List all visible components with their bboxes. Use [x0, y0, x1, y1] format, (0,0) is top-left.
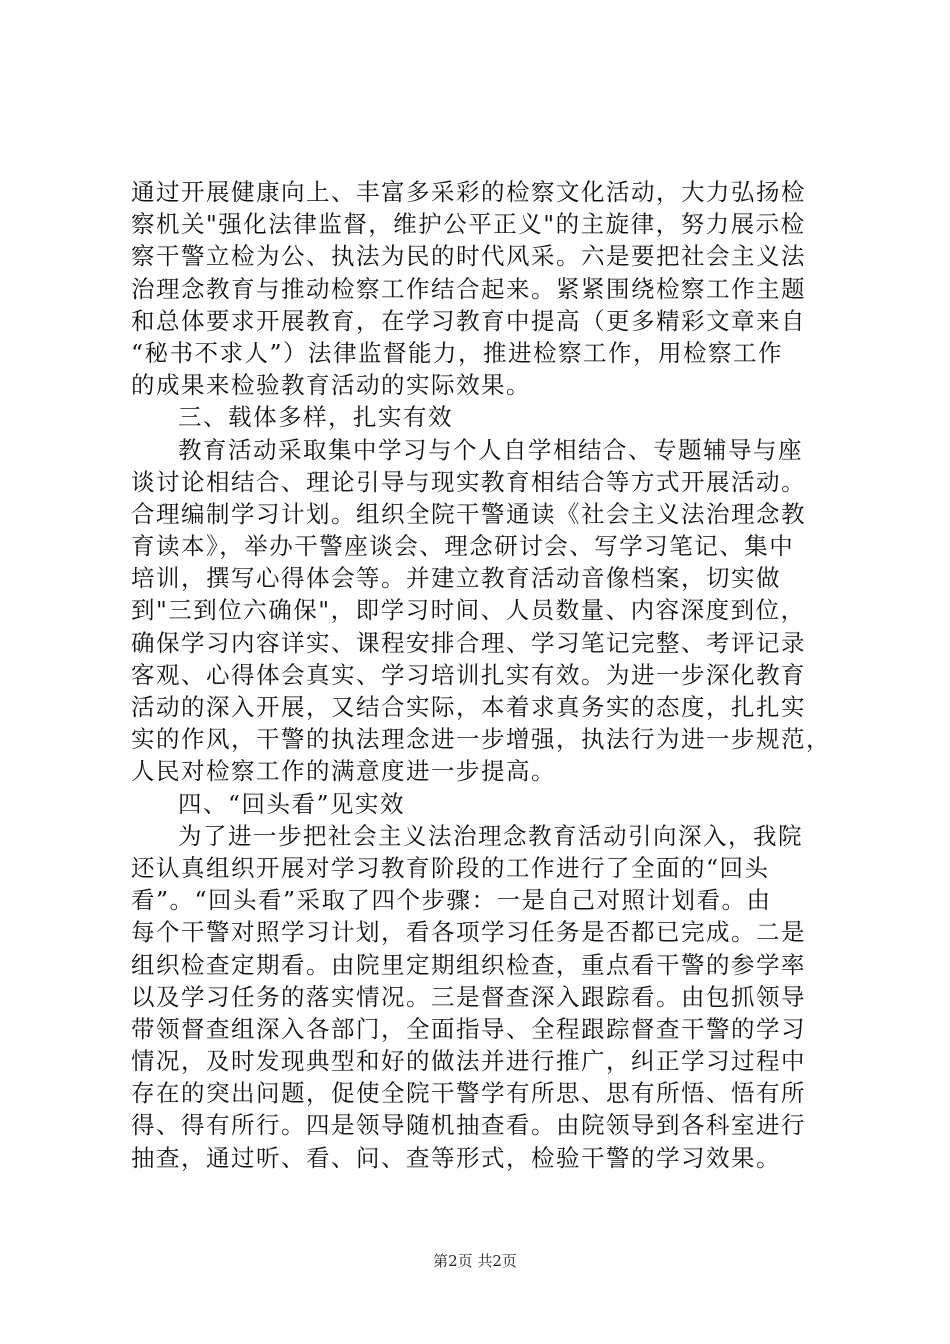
text-line: 的成果来检验教育活动的实际效果。 — [131, 371, 531, 400]
text-line: 三、载体多样，扎实有效 — [178, 403, 453, 432]
text-line: 到"三到位六确保"，即学习时间、人员数量、内容深度到位， — [131, 596, 806, 625]
text-line: 育读本》，举办干警座谈会、理念研讨会、写学习笔记、集中 — [131, 532, 795, 561]
text-line: 存在的突出问题，促使全院干警学有所思、思有所悟、悟有所 — [131, 1079, 806, 1108]
text-line: 得、得有所行。四是领导随机抽查看。由院领导到各科室进行 — [131, 1111, 806, 1140]
text-line: 察机关"强化法律监督，维护公平正义"的主旋律，努力展示检 — [131, 210, 806, 239]
text-line: 抽查，通过听、看、问、查等形式，检验干警的学习效果。 — [131, 1143, 781, 1172]
text-line: 和总体要求开展教育，在学习教育中提高（更多精彩文章来自 — [131, 306, 806, 335]
text-line: 看”。“回头看”采取了四个步骤：一是自己对照计划看。由 — [131, 886, 772, 915]
text-line: 客观、心得体会真实、学习培训扎实有效。为进一步深化教育 — [131, 660, 806, 689]
text-line: 察干警立检为公、执法为民的时代风采。六是要把社会主义法 — [131, 242, 806, 271]
text-line: 每个干警对照学习计划，看各项学习任务是否都已完成。二是 — [131, 918, 806, 947]
text-line: 实的作风，干警的执法理念进一步增强，执法行为进一步规范， — [131, 725, 831, 754]
text-line: 还认真组织开展对学习教育阶段的工作进行了全面的“回头 — [131, 853, 770, 882]
text-line: 活动的深入开展，又结合实际，本着求真务实的态度，扎扎实 — [131, 693, 806, 721]
text-line: 带领督查组深入各部门，全面指导、全程跟踪督查干警的学习 — [131, 1014, 806, 1043]
text-line: 教育活动采取集中学习与个人自学相结合、专题辅导与座 — [178, 435, 803, 464]
text-line: 通过开展健康向上、丰富多采彩的检察文化活动，大力弘扬检 — [131, 178, 806, 206]
text-line: 谈讨论相结合、理论引导与现实教育相结合等方式开展活动。 — [131, 467, 806, 496]
text-line: 治理念教育与推动检察工作结合起来。紧紧围绕检察工作主题 — [131, 274, 806, 303]
text-line: “秘书不求人”）法律监督能力，推进检察工作，用检察工作 — [131, 338, 784, 367]
text-line: 四、“回头看”见实效 — [178, 789, 406, 818]
text-line: 为了进一步把社会主义法治理念教育活动引向深入，我院 — [178, 821, 803, 850]
text-line: 确保学习内容详实、课程安排合理、学习笔记完整、考评记录 — [131, 628, 806, 657]
text-line: 以及学习任务的落实情况。三是督查深入跟踪看。由包抓领导 — [131, 982, 806, 1011]
page-footer — [0, 1250, 950, 1271]
text-line: 情况，及时发现典型和好的做法并进行推广，纠正学习过程中 — [131, 1047, 806, 1076]
text-line: 人民对检察工作的满意度进一步提高。 — [131, 757, 556, 786]
text-line: 合理编制学习计划。组织全院干警通读《社会主义法治理念教 — [131, 499, 806, 528]
text-line: 组织检查定期看。由院里定期组织检查，重点看干警的参学率 — [131, 950, 806, 979]
document-body — [131, 176, 831, 1174]
text-line: 培训，撰写心得体会等。并建立教育活动音像档案，切实做 — [131, 564, 781, 593]
page-number-label: 第2页 共2页 — [433, 1252, 517, 1270]
